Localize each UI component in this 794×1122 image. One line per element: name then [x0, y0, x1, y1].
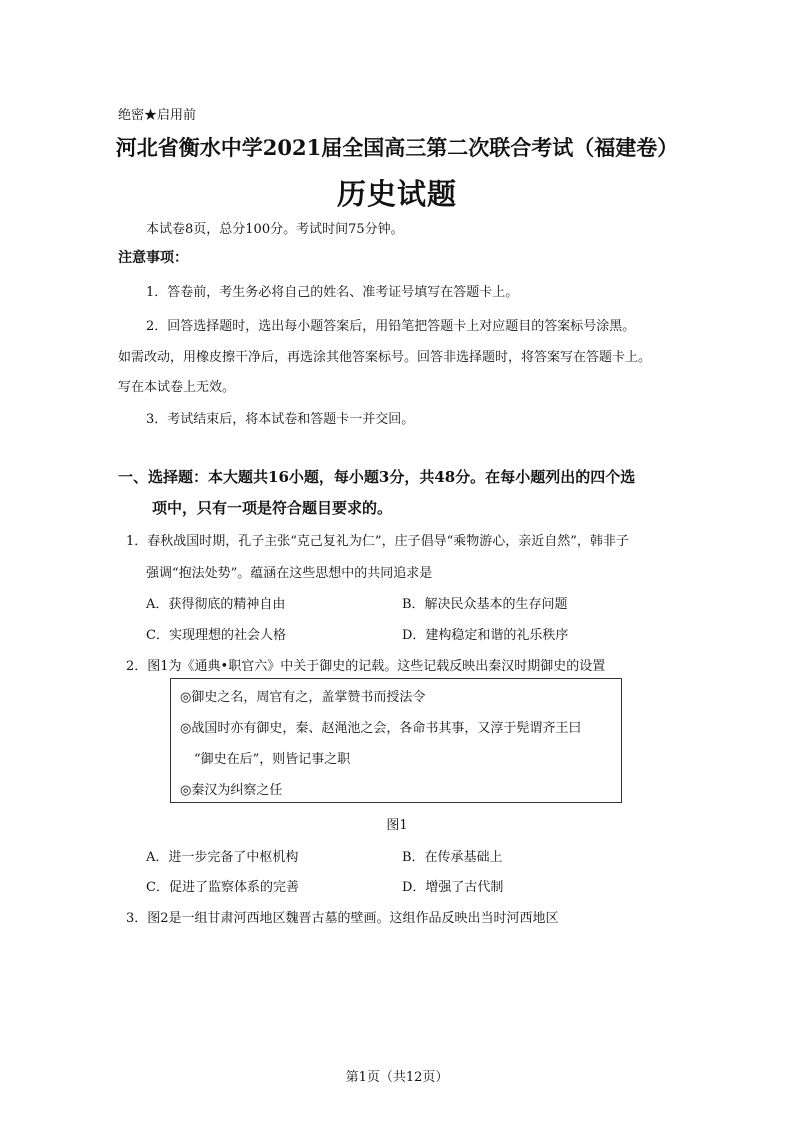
page-number-footer: 第1页（共12页） — [345, 1070, 449, 1085]
notes-item-2-line-1: 2．回答选择题时，选出每小题答案后，用铅笔把答题卡上对应题目的答案标号涂黑。 — [146, 319, 636, 334]
q2-quote-line-2: ◎战国时亦有御史，秦、赵渑池之会，各命书其事，又淳于髡谓齐王曰 — [180, 721, 582, 736]
q2-quote-line-4: ◎秦汉为纠察之任 — [180, 783, 283, 798]
q1-stem-line-1: 1．春秋战国时期，孔子主张“克己复礼为仁”，庄子倡导“乘物游心，亲近自然”，韩非子 — [126, 534, 629, 549]
q1-option-c: C．实现理想的社会人格 — [146, 628, 286, 643]
section-1-heading-line-1: 一、选择题：本大题共16小题，每小题3分，共48分。在每小题列出的四个选 — [118, 468, 636, 486]
q1-stem-line-2: 强调“抱法处势”。蕴涵在这些思想中的共同追求是 — [146, 566, 433, 581]
q2-option-c: C．促进了监察体系的完善 — [146, 880, 299, 895]
q2-stem: 2．图1为《通典•职官六》中关于御史的记载。这些记载反映出秦汉时期御史的设置 — [126, 659, 606, 674]
q2-figure-caption: 图1 — [386, 818, 408, 833]
notes-item-1: 1．答卷前，考生务必将自己的姓名、准考证号填写在答题卡上。 — [146, 285, 519, 300]
section-1-heading-line-2: 项中，只有一项是符合题目要求的。 — [152, 499, 393, 517]
q2-quote-line-3: “御史在后”，则皆记事之职 — [194, 752, 351, 767]
q2-option-d: D．增强了古代制 — [402, 880, 504, 895]
q3-stem: 3．图2是一组甘肃河西地区魏晋古墓的壁画。这组作品反映出当时河西地区 — [126, 911, 559, 926]
q2-option-b: B．在传承基础上 — [402, 850, 503, 865]
notes-item-2-line-3: 写在本试卷上无效。 — [118, 380, 236, 395]
confidential-label: 绝密★启用前 — [118, 108, 197, 123]
exam-title: 河北省衡水中学2021届全国高三第二次联合考试（福建卷） — [115, 135, 679, 160]
notes-item-3: 3．考试结束后，将本试卷和答题卡一并交回。 — [146, 412, 415, 427]
q2-quote-line-1: ◎御史之名，周官有之，盖掌赞书而授法令 — [180, 690, 426, 705]
notes-heading: 注意事项： — [118, 250, 188, 266]
notes-item-2-line-2: 如需改动，用橡皮擦干净后，再选涂其他答案标号。回答非选择题时，将答案写在答题卡上。 — [118, 350, 652, 365]
q2-option-a: A．进一步完备了中枢机构 — [146, 850, 299, 865]
exam-info: 本试卷8页，总分100分。考试时间75分钟。 — [146, 222, 404, 237]
q1-option-a: A．获得彻底的精神自由 — [146, 597, 286, 612]
q1-option-d: D．建构稳定和谐的礼乐秩序 — [402, 628, 569, 643]
exam-subtitle: 历史试题 — [336, 177, 457, 211]
q1-option-b: B．解决民众基本的生存问题 — [402, 597, 568, 612]
